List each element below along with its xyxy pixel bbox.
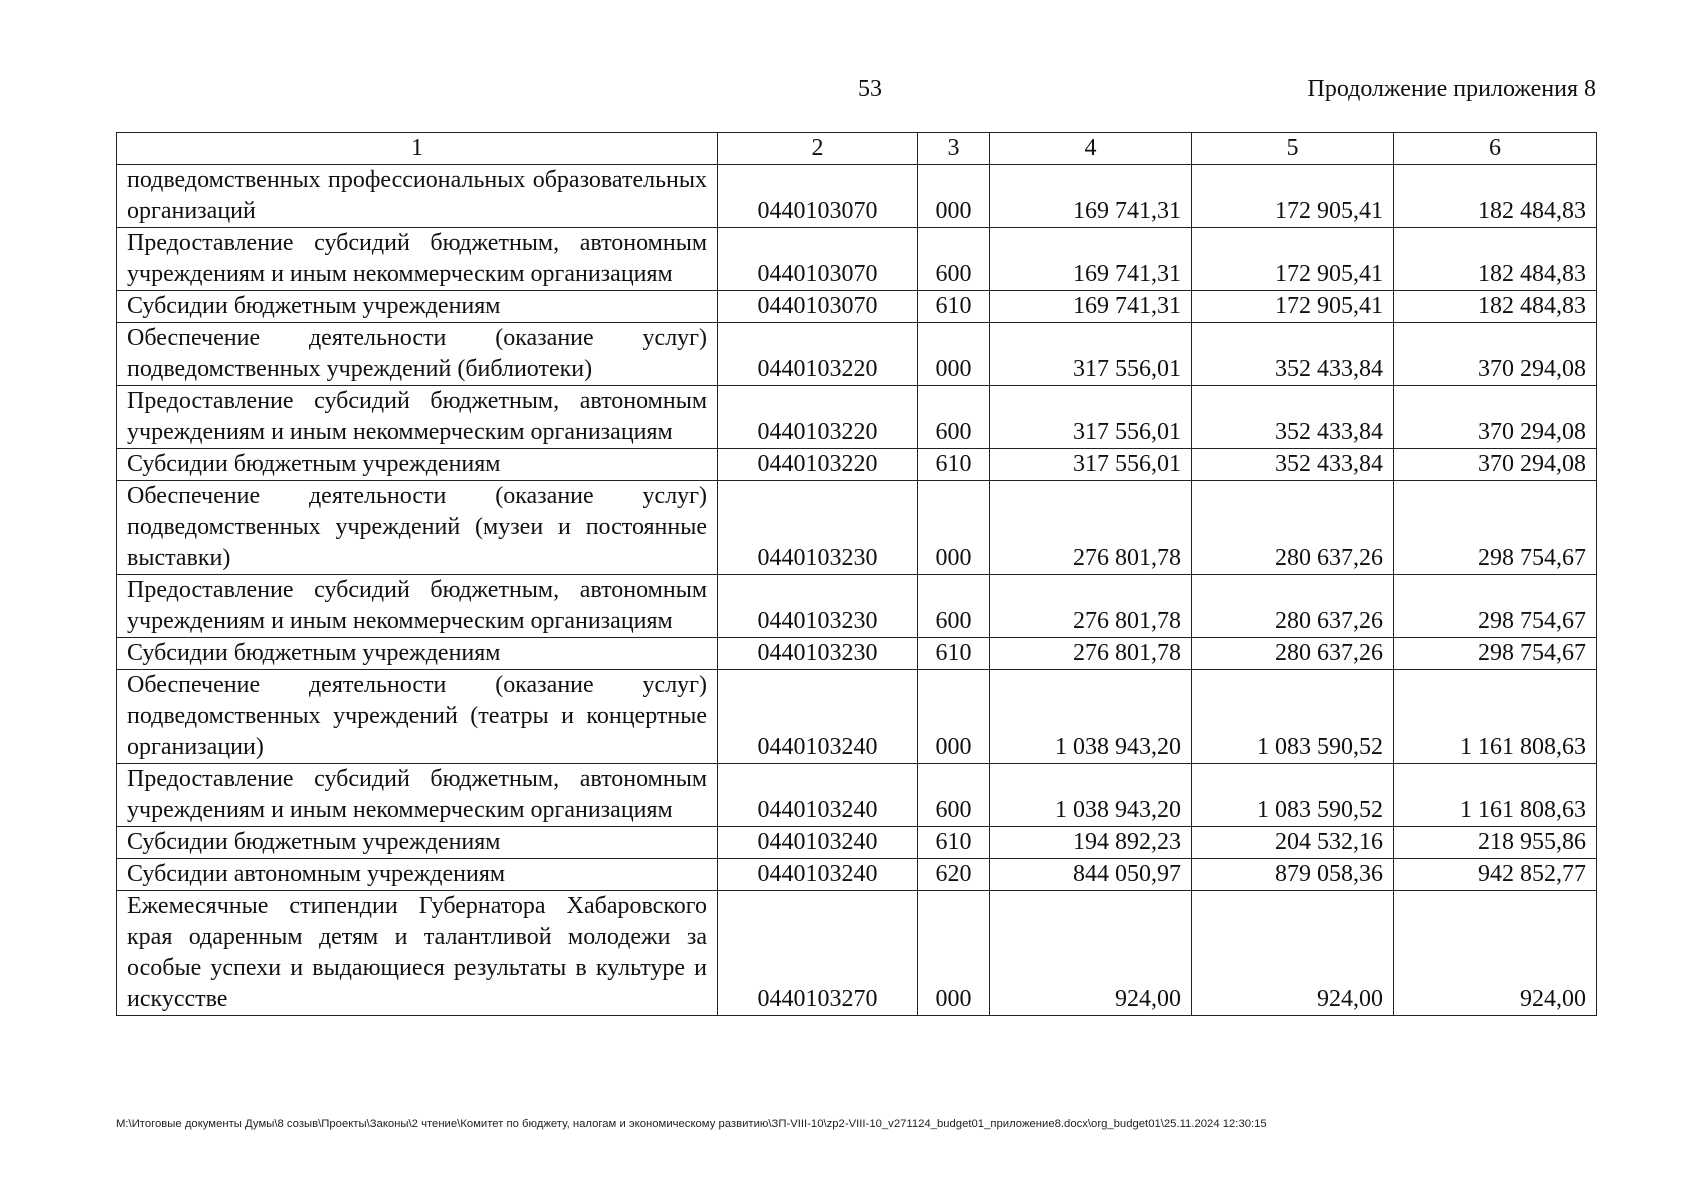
amount-year2-cell: 172 905,41 [1192,228,1394,291]
amount-year3-cell: 924,00 [1394,891,1597,1016]
expense-type-cell: 610 [918,291,990,323]
expense-name-cell: Субсидии бюджетным учреждениям [117,291,718,323]
amount-year1-cell: 169 741,31 [990,228,1192,291]
expense-name-cell: Ежемесячные стипендии Губернатора Хабаровского края одаренным детям и талантливой молодежи за особые успехи и выдающиеся результаты в культуре и искусстве [117,891,718,1016]
table-row [117,670,1597,764]
amount-year3-cell: 1 161 808,63 [1394,670,1597,764]
table-row [117,165,1597,228]
amount-year3-cell: 298 754,67 [1394,638,1597,670]
amount-year2-cell: 172 905,41 [1192,165,1394,228]
amount-year1-cell: 276 801,78 [990,481,1192,575]
amount-year1-cell: 276 801,78 [990,638,1192,670]
expense-name-cell: Обеспечение деятельности (оказание услуг) подведомственных учреждений (библиотеки) [117,323,718,386]
amount-year1-cell: 317 556,01 [990,449,1192,481]
table-row [117,481,1597,575]
column-header: 3 [918,133,990,165]
amount-year2-cell: 172 905,41 [1192,291,1394,323]
table-row [117,386,1597,449]
expense-type-cell: 600 [918,764,990,827]
column-header: 4 [990,133,1192,165]
amount-year2-cell: 280 637,26 [1192,638,1394,670]
page-number: 53 [858,76,882,102]
expense-type-cell: 610 [918,827,990,859]
expense-name-cell: Предоставление субсидий бюджетным, автономным учреждениям и иным некоммерческим организациям [117,575,718,638]
table-row [117,323,1597,386]
amount-year3-cell: 182 484,83 [1394,291,1597,323]
amount-year1-cell: 317 556,01 [990,386,1192,449]
table-row [117,764,1597,827]
expense-name-cell: Предоставление субсидий бюджетным, автономным учреждениям и иным некоммерческим организациям [117,386,718,449]
amount-year1-cell: 924,00 [990,891,1192,1016]
expense-type-cell: 600 [918,575,990,638]
column-header: 5 [1192,133,1394,165]
target-code-cell: 0440103240 [718,670,918,764]
expense-type-cell: 000 [918,891,990,1016]
amount-year1-cell: 194 892,23 [990,827,1192,859]
amount-year2-cell: 280 637,26 [1192,575,1394,638]
amount-year2-cell: 924,00 [1192,891,1394,1016]
table-row [117,449,1597,481]
table-row [117,891,1597,1016]
column-header: 2 [718,133,918,165]
target-code-cell: 0440103220 [718,449,918,481]
document-file-path: M:\Итоговые документы Думы\8 созыв\Проекты\Законы\2 чтение\Комитет по бюджету, налогам и экономическому развитию\ЗП-VIII-10\zp2-VIII-10_v271124_budget01_приложение8.docx\org_budget01\25.11.2024 12:30:15 [116,1118,1267,1130]
target-code-cell: 0440103220 [718,386,918,449]
amount-year3-cell: 1 161 808,63 [1394,764,1597,827]
target-code-cell: 0440103240 [718,859,918,891]
amount-year3-cell: 182 484,83 [1394,228,1597,291]
expense-type-cell: 610 [918,638,990,670]
target-code-cell: 0440103070 [718,165,918,228]
amount-year2-cell: 879 058,36 [1192,859,1394,891]
expense-name-cell: Субсидии бюджетным учреждениям [117,827,718,859]
amount-year3-cell: 370 294,08 [1394,386,1597,449]
table-row [117,228,1597,291]
expense-name-cell: Обеспечение деятельности (оказание услуг) подведомственных учреждений (музеи и постоянные выставки) [117,481,718,575]
amount-year1-cell: 169 741,31 [990,291,1192,323]
column-number-row [117,133,1597,165]
column-header: 1 [117,133,718,165]
target-code-cell: 0440103070 [718,228,918,291]
table-row [117,291,1597,323]
expense-name-cell: Предоставление субсидий бюджетным, автономным учреждениям и иным некоммерческим организациям [117,228,718,291]
amount-year2-cell: 1 083 590,52 [1192,670,1394,764]
amount-year1-cell: 1 038 943,20 [990,764,1192,827]
target-code-cell: 0440103220 [718,323,918,386]
expense-type-cell: 600 [918,228,990,291]
amount-year1-cell: 844 050,97 [990,859,1192,891]
expense-name-cell: Субсидии автономным учреждениям [117,859,718,891]
expense-type-cell: 620 [918,859,990,891]
amount-year2-cell: 352 433,84 [1192,323,1394,386]
table-row [117,638,1597,670]
expense-name-cell: Субсидии бюджетным учреждениям [117,638,718,670]
amount-year1-cell: 317 556,01 [990,323,1192,386]
target-code-cell: 0440103230 [718,575,918,638]
target-code-cell: 0440103070 [718,291,918,323]
appendix-caption: Продолжение приложения 8 [1307,76,1596,102]
amount-year1-cell: 276 801,78 [990,575,1192,638]
expense-type-cell: 000 [918,481,990,575]
expense-name-cell: Обеспечение деятельности (оказание услуг) подведомственных учреждений (театры и концертные организации) [117,670,718,764]
expense-name-cell: Предоставление субсидий бюджетным, автономным учреждениям и иным некоммерческим организациям [117,764,718,827]
amount-year2-cell: 352 433,84 [1192,386,1394,449]
amount-year3-cell: 942 852,77 [1394,859,1597,891]
expense-type-cell: 000 [918,670,990,764]
budget-table [116,132,1597,1016]
expense-name-cell: подведомственных профессиональных образовательных организаций [117,165,718,228]
amount-year1-cell: 1 038 943,20 [990,670,1192,764]
amount-year2-cell: 204 532,16 [1192,827,1394,859]
amount-year3-cell: 218 955,86 [1394,827,1597,859]
table-row [117,575,1597,638]
target-code-cell: 0440103230 [718,638,918,670]
expense-type-cell: 000 [918,323,990,386]
table-row [117,827,1597,859]
target-code-cell: 0440103240 [718,827,918,859]
amount-year2-cell: 1 083 590,52 [1192,764,1394,827]
amount-year3-cell: 298 754,67 [1394,575,1597,638]
amount-year3-cell: 370 294,08 [1394,449,1597,481]
target-code-cell: 0440103270 [718,891,918,1016]
expense-name-cell: Субсидии бюджетным учреждениям [117,449,718,481]
amount-year3-cell: 370 294,08 [1394,323,1597,386]
expense-type-cell: 610 [918,449,990,481]
amount-year1-cell: 169 741,31 [990,165,1192,228]
budget-table-body [117,133,1597,1016]
amount-year2-cell: 280 637,26 [1192,481,1394,575]
expense-type-cell: 600 [918,386,990,449]
amount-year3-cell: 298 754,67 [1394,481,1597,575]
table-row [117,859,1597,891]
amount-year3-cell: 182 484,83 [1394,165,1597,228]
expense-type-cell: 000 [918,165,990,228]
column-header: 6 [1394,133,1597,165]
target-code-cell: 0440103230 [718,481,918,575]
amount-year2-cell: 352 433,84 [1192,449,1394,481]
target-code-cell: 0440103240 [718,764,918,827]
